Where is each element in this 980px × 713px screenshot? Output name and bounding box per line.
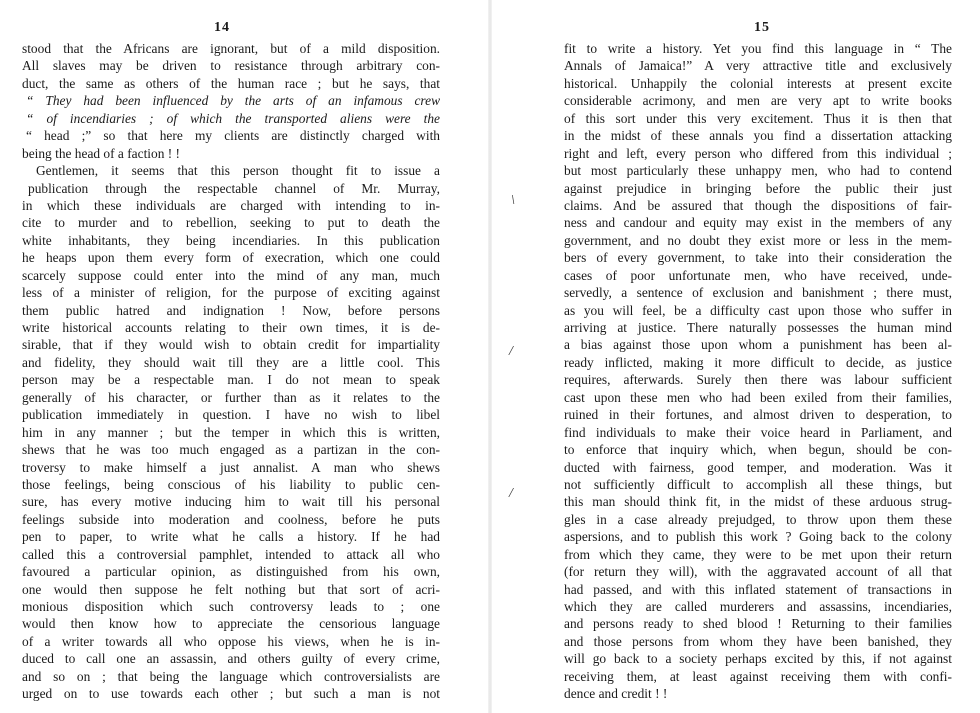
text-line: not sufficiently difficult to accomplish all these things, but xyxy=(564,476,952,492)
text-line: to enforce that inquiry which, when begun, should be con- xyxy=(564,442,952,458)
text-line: as you will feel, be a difficulty cast upon those who suffer in xyxy=(564,302,952,318)
text-line: sure, has every motive inducing him to wait till his personal xyxy=(22,494,440,510)
text-line: considerable acrimony, and men are very apt to write books xyxy=(564,93,952,109)
text-line: but most particularly these unhappy men, who had to contend xyxy=(564,163,952,179)
margin-mark: / xyxy=(509,344,513,359)
text-line: one would then suppose he felt nothing but that sort of acri- xyxy=(22,581,440,597)
text-line: cases of poor unfortunate men, who have received, unde- xyxy=(564,267,952,283)
text-line: historical. Unhappily the colonial interests at present excite xyxy=(564,75,952,91)
text-line: had passed, and with this inflated statement of transactions in xyxy=(564,581,952,597)
text-line: and fidelity, they should wait till they are a little cool. This xyxy=(22,354,440,370)
text-line: pen to paper, to write what he calls a history. If he had xyxy=(22,529,440,545)
text-line: feelings subside into moderation and coolness, before he puts xyxy=(22,511,440,527)
text-line: of a writer towards all who oppose his views, when he is in- xyxy=(22,633,440,649)
text-line: ducted with fairness, good temper, and moderation. Was it xyxy=(564,459,952,475)
text-line: and persons ready to shed blood ! Returning to their families xyxy=(564,616,952,632)
text-line: and those persons from whom they have been banished, they xyxy=(564,633,952,649)
text-line: publication immediately in question. I have no wish to libel xyxy=(22,407,440,423)
text-line: him in any manner ; but the temper in which this is written, xyxy=(22,424,440,440)
text-line: cast upon these men who had been exiled from their families, xyxy=(564,389,952,405)
text-line: would then know how to appreciate the censorious language xyxy=(22,616,440,632)
right-page-text xyxy=(564,40,952,703)
text-line: cite to murder and to rebellion, seeking to put to death the xyxy=(22,215,440,231)
text-line: generally of his character, or further than as it relates to the xyxy=(22,389,440,405)
text-line: gles in a case already prejudged, to throw upon them these xyxy=(564,511,952,527)
left-page-text xyxy=(22,40,440,703)
margin-mark: / xyxy=(509,486,513,501)
text-line: against prejudice in bringing before the public their just xyxy=(564,180,952,196)
text-line: monious disposition which such controversy leads to ; one xyxy=(22,599,440,614)
text-line: person may be a respectable man. I do not mean to speak xyxy=(22,372,440,388)
text-line: scarcely suppose could enter into the mind of any man, much xyxy=(22,267,440,283)
right-page xyxy=(490,0,980,713)
text-line: publication through the respectable channel of Mr. Murray, xyxy=(28,180,440,196)
text-line: which they are called murderers and assassins, incendiaries, xyxy=(564,599,952,614)
text-line: find individuals to make their voice heard in Parliament, and xyxy=(564,424,952,440)
page-number-right: 15 xyxy=(754,20,770,35)
text-line: those feelings, being conscious of his liability to public cen- xyxy=(22,476,440,492)
text-line: right and left, every person who differed from this individual ; xyxy=(564,145,952,161)
text-line: “ head ;” so that here my clients are distinctly charged with xyxy=(26,128,440,144)
text-line: Gentlemen, it seems that this person thought fit to issue a xyxy=(36,163,440,179)
page-number-left: 14 xyxy=(214,20,230,35)
text-line: less of a minister of religion, for the purpose of exciting against xyxy=(22,285,440,301)
text-line: in which these individuals are charged with intending to in- xyxy=(22,197,440,213)
text-line: Annals of Jamaica!” A very attractive title and exclusively xyxy=(564,58,952,74)
text-line: urged on to use towards each other ; but such a man is not xyxy=(22,686,440,702)
text-line: ness and candour and equity may exist in the members of any xyxy=(564,215,952,231)
text-line: aspersions, and to publish this work ? Going back to the colony xyxy=(564,529,952,545)
text-line: dence and credit ! ! xyxy=(564,686,668,702)
text-line: write historical accounts relating to their own times, it is de- xyxy=(22,320,440,335)
text-line: called this a controversial pamphlet, intended to attack all who xyxy=(22,546,440,562)
text-line: this man should think fit, in the midst of these arduous strug- xyxy=(564,494,952,510)
text-line: them public hatred and indignation ! Now, before persons xyxy=(22,302,440,318)
text-line: requires, afterwards. Surely then there was labour sufficient xyxy=(564,372,952,388)
text-line: in the midst of these annals you find a dissertation attacking xyxy=(564,128,952,144)
text-line: will go back to a society perhaps excited by this, if not against xyxy=(564,651,952,667)
text-line: government, and no doubt they exist more or less in the mem- xyxy=(564,232,952,248)
text-line: bers of every government, to take into their consideration the xyxy=(564,250,952,266)
text-line: servedly, a sentence of exclusion and banishment ; there must, xyxy=(564,285,952,301)
text-line: duct, the same as others of the human race ; but he says, that xyxy=(22,75,440,91)
text-line: (for return they will), with the aggravated account of all that xyxy=(564,564,952,580)
text-line: All slaves may be driven to resistance through arbitrary con- xyxy=(22,58,440,74)
text-line: claims. And be assured that though the dispositions of fair- xyxy=(564,197,952,213)
text-line: troversy to make himself a just annalist. A man who shews xyxy=(22,459,440,475)
text-line: of this sort under this very excitement. Thus it is then that xyxy=(564,110,952,126)
text-line: shews that he was too much engaged as a partizan in the con- xyxy=(22,442,440,458)
text-line: from which they came, they were to be met upon their return xyxy=(564,546,952,562)
text-line: white inhabitants, they being incendiaries. In this publication xyxy=(22,232,440,248)
margin-mark: \ xyxy=(511,193,515,208)
text-line: he heaps upon them every form of execration, which one could xyxy=(22,250,440,266)
text-line: being the head of a faction ! ! xyxy=(22,145,181,161)
text-line: stood that the Africans are ignorant, but of a mild disposition. xyxy=(22,41,440,56)
text-line: and so on ; that being the language which controversialists are xyxy=(22,668,440,684)
text-line: a bias against those upon whom a punishment has been al- xyxy=(564,337,952,353)
text-line: sirable, that if they would wish to obtain credit for impartiality xyxy=(22,337,440,353)
text-line: “ They had been influenced by the arts of an infamous crew xyxy=(26,93,440,109)
text-line: favoured a particular opinion, as distinguished from his own, xyxy=(22,564,440,580)
text-line: ready inflicted, making it more difficult to decide, as justice xyxy=(564,354,952,370)
text-line: receiving them, at least against receiving them with confi- xyxy=(564,668,952,684)
text-line: “ of incendiaries ; of which the transported aliens were the xyxy=(26,110,440,126)
text-line: fit to write a history. Yet you find this language in “ The xyxy=(564,41,952,56)
text-line: duced to call one an assassin, and others guilty of every crime, xyxy=(22,651,440,667)
text-line: ruined in their fortunes, and almost driven to desperation, to xyxy=(564,407,952,423)
text-line: arriving at justice. There naturally possesses the human mind xyxy=(564,320,952,335)
